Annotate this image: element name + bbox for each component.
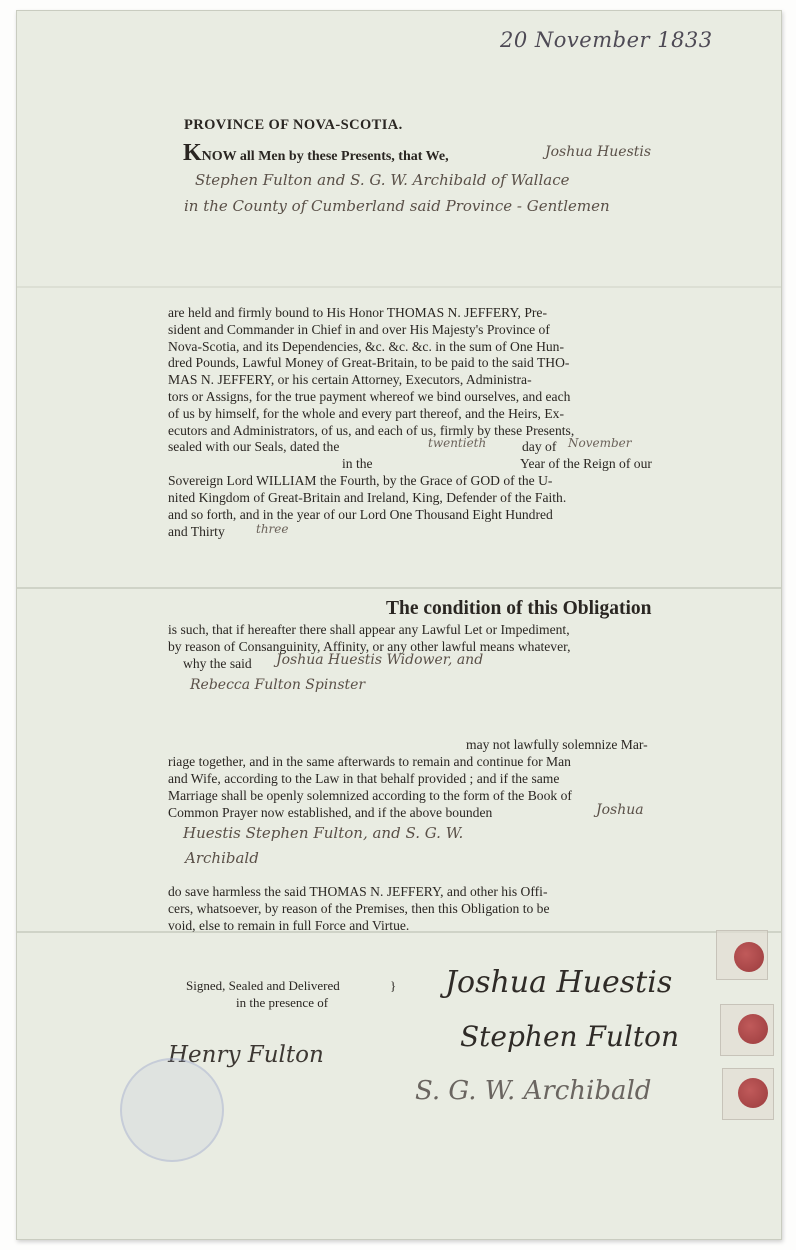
- text-line: cers, whatsoever, by reason of the Premises, then this Obligation to be: [168, 900, 550, 916]
- signature-fulton: Stephen Fulton: [460, 1020, 680, 1053]
- bounden-line-1: Joshua: [596, 802, 644, 818]
- brace: }: [390, 978, 397, 993]
- bond-paragraph: [168, 305, 688, 439]
- text-line: Marriage shall be openly solemnized according to the form of the Book of: [168, 787, 572, 803]
- condition-paragraph: [168, 622, 688, 656]
- why-said-text: why the said: [183, 656, 252, 671]
- fold-line: [17, 587, 781, 589]
- and-thirty-text: and Thirty: [168, 524, 225, 539]
- sovereign-paragraph: [168, 473, 688, 523]
- text-line: are held and firmly bound to His Honor THOMAS N. JEFFERY, Pre-: [168, 305, 547, 320]
- sealed-text: sealed with our Seals, dated the: [168, 439, 340, 454]
- signature-archibald: S. G. W. Archibald: [415, 1076, 652, 1106]
- wax-seal: [738, 1078, 768, 1108]
- text-line: nited Kingdom of Great-Britain and Ireland, King, Defender of the Faith.: [168, 489, 567, 505]
- hand-year: three: [256, 522, 289, 536]
- text-line: do save harmless the said THOMAS N. JEFFERY, and other his Offi-: [168, 884, 548, 899]
- hand-day: twentieth: [428, 436, 487, 450]
- day-of-text: day of: [522, 439, 557, 454]
- dated-line: [168, 439, 339, 455]
- marriage-paragraph: [168, 754, 688, 804]
- common-prayer-text: Common Prayer now established, and if the above bounden: [168, 805, 493, 820]
- signed-line-2: in the presence of: [236, 995, 329, 1010]
- text-line: and so forth, and in the year of our Lord One Thousand Eight Hundred: [168, 506, 553, 522]
- save-harmless-paragraph: [168, 884, 688, 934]
- text-line: Nova-Scotia, and its Dependencies, &c. &c. &c. in the sum of One Hun-: [168, 338, 565, 354]
- bounden-line-2: Huestis Stephen Fulton, and S. G. W.: [183, 824, 464, 842]
- document-heading: PROVINCE OF NOVA-SCOTIA.: [184, 117, 403, 133]
- bounden-line-3: Archibald: [185, 849, 259, 867]
- parties-line-1: Joshua Huestis Widower, and: [276, 652, 484, 668]
- text-line: is such, that if hereafter there shall appear any Lawful Let or Impediment,: [168, 622, 570, 637]
- may-not-text: may not lawfully solemnize Mar-: [466, 737, 648, 752]
- drop-cap: K: [183, 140, 202, 166]
- hand-month: November: [568, 436, 632, 450]
- text-line: of us by himself, for the whole and every part thereof, and the Heirs, Ex-: [168, 405, 564, 421]
- know-text: NOW all Men by these Presents, that We,: [201, 149, 449, 164]
- text-line: by reason of Consanguinity, Affinity, or any other lawful means whatever,: [168, 638, 571, 654]
- text-line: MAS N. JEFFERY, or his certain Attorney, Executors, Administra-: [168, 372, 532, 388]
- wax-seal: [734, 942, 764, 972]
- witness-signature: Henry Fulton: [168, 1042, 324, 1068]
- signature-huestis: Joshua Huestis: [445, 965, 673, 1000]
- text-line: void, else to remain in full Force and Virtue.: [168, 917, 410, 933]
- text-line: dred Pounds, Lawful Money of Great-Britain, to be paid to the said THO-: [168, 355, 570, 371]
- text-line: riage together, and in the same afterwards to remain and continue for Man: [168, 754, 571, 769]
- in-the-text: in the: [342, 456, 373, 471]
- text-line: and Wife, according to the Law in that behalf provided ; and if the same: [168, 770, 560, 786]
- obligor-name-1: Joshua Huestis: [545, 144, 652, 160]
- fold-line: [17, 286, 781, 288]
- text-line: sident and Commander in Chief in and over His Majesty's Province of: [168, 321, 550, 337]
- wax-seal: [738, 1014, 768, 1044]
- know-line: [183, 140, 449, 167]
- parties-line-2: Rebecca Fulton Spinster: [190, 677, 366, 693]
- date-note: 20 November 1833: [500, 28, 713, 52]
- signed-line-1: Signed, Sealed and Delivered: [186, 978, 340, 993]
- archive-stamp: [120, 1058, 224, 1162]
- obligor-name-3: in the County of Cumberland said Province - Gentlemen: [184, 197, 610, 215]
- text-line: tors or Assigns, for the true payment whereof we bind ourselves, and each: [168, 388, 571, 404]
- year-reign-text: Year of the Reign of our: [520, 456, 652, 471]
- obligor-name-2: Stephen Fulton and S. G. W. Archibald of Wallace: [195, 171, 570, 189]
- condition-title: The condition of this Obligation: [386, 598, 652, 619]
- text-line: ecutors and Administrators, of us, and each of us, firmly by these Presents,: [168, 422, 575, 438]
- text-line: Sovereign Lord WILLIAM the Fourth, by the Grace of GOD of the U-: [168, 473, 553, 488]
